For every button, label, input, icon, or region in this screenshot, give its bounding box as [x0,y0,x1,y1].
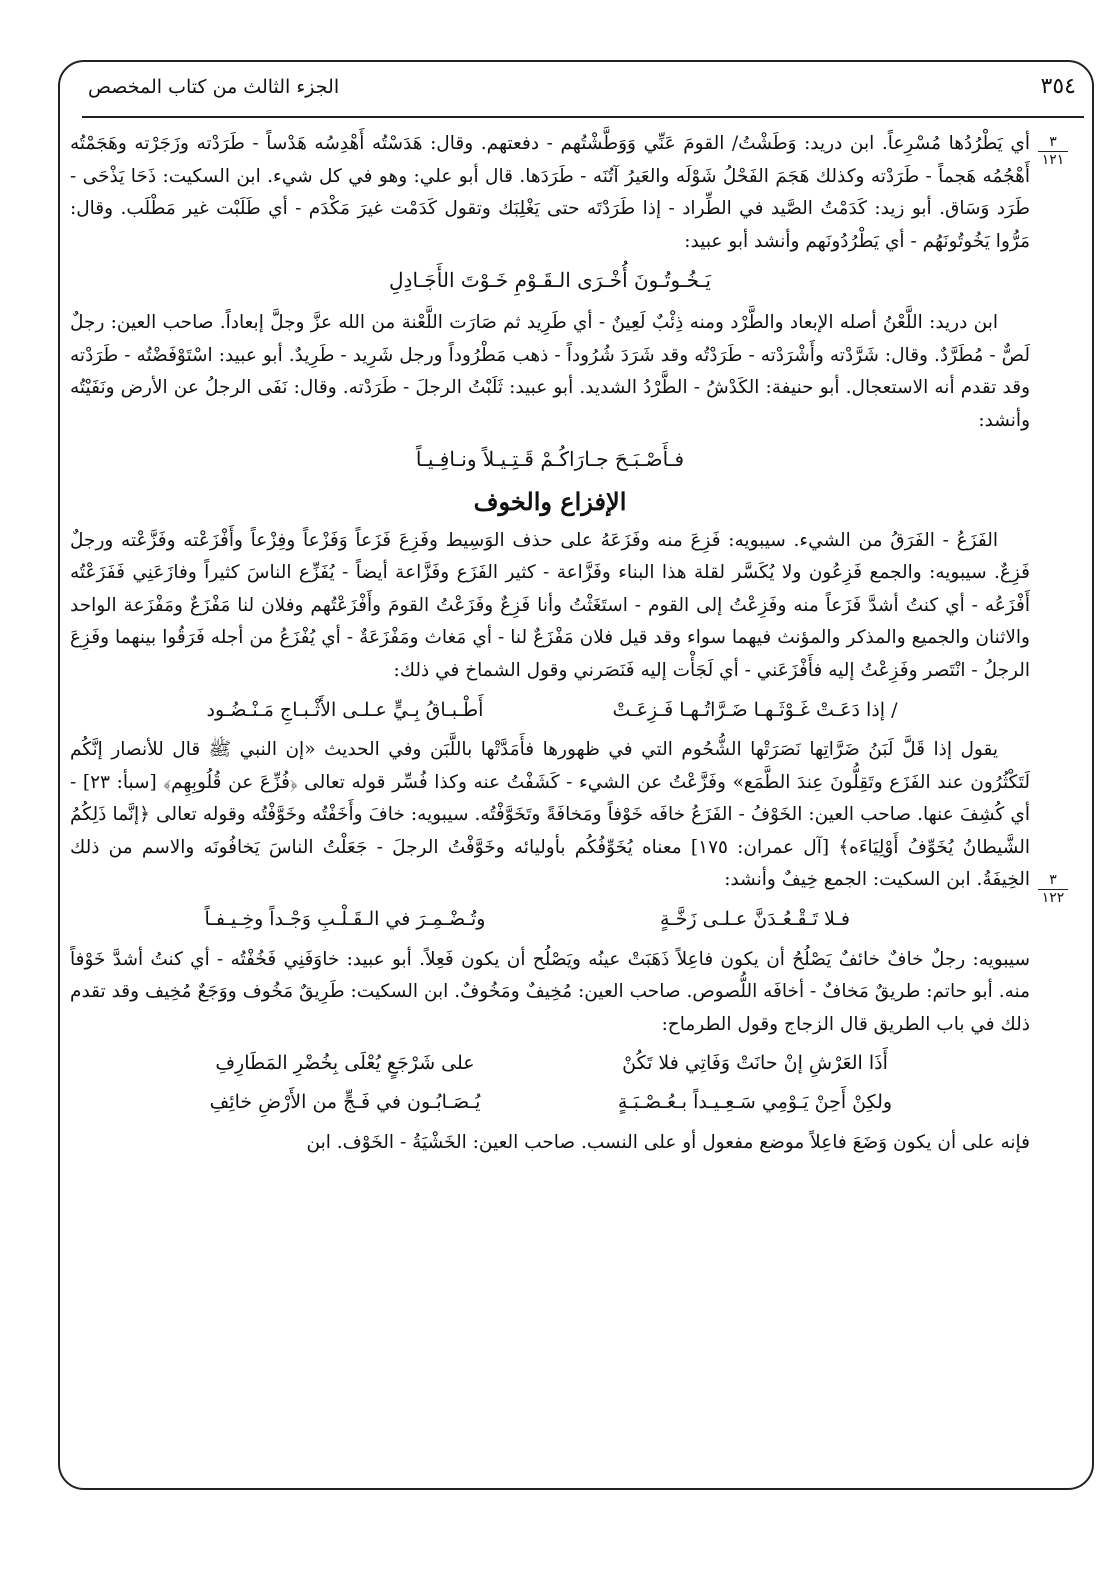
margin-reference [1038,872,1068,907]
margin-volume: ٣ [1038,134,1068,152]
verse-hemistich: على شَرْجَعٍ يُعْلَى بِخُضْرِ المَطَارِفِ [215,1052,475,1075]
section-heading: الإفزاع والخوف [473,486,627,516]
page-number: ٣٥٤ [1040,74,1076,99]
header-divider [82,116,1084,118]
paragraph: أي يَطْرُدُها مُسْرِعاً. ابن دريد: وَطَشْتُ/ القومَ عَنِّي وَوَطَّشْتُهم - دفعتهم. وقال: هَدَسْتُه أَهْدِسُه هَدْساً - طَرَدْته وزَجَرْته وهَجَمْتُه أَهْجُمُه هَجماً - طَرَدْته وكذلك هَجَمَ الفَحْلُ شَوْلَه والعَيرُ آتُنَه - طَرَدَها. قال أبو علي: وهو في كل شيء. ابن السكيت: ذَحَا يَذْحَى - طَرَد وَسَاق. أبو زيد: كَدَمْتُ الصَّيد في الطِّراد - إذا طَرَدْتَه حتى يَغْلِبَك وتقول كَدَمْت غيرَ مَكْدَم - أي طَلَبْت غير مَطْلَب. وقال: مَرُّوا يَخُوتُونَهُم - أي يَطْرُدُونَهم وأنشد أبو عبيد: [70,133,1030,252]
margin-reference [1038,134,1068,169]
verse-couplet [70,903,1030,936]
paragraph: سيبويه: رجلٌ خافٌ خائفٌ يَصْلُحُ أن يكون فاعِلاً ذَهَبَتْ عينُه ويَصْلُح أن يكون فَعِلاً. أبو عبيد: خاوَفَنِي فَخُفْتُه - أي كنتُ أشدَّ خَوْفاً منه. أبو حاتم: طريقٌ مَخافٌ - أخافَه اللُّصوص. صاحب العين: مُخِيفٌ ومَخُوفٌ. ابن السكيت: طَرِيقٌ مَخُوف ووَجَعٌ مُخِيف وقد تقدم ذلك في باب الطريق قال الزجاج وقول الطرماح: [70,948,1030,1035]
verse: يَـخُـوتُـونَ أُخْـرَى الـقَـوْمِ خَـوْتَ الأَجَـادِلِ [389,268,711,293]
paragraph: يقول إذا قَلَّ لَبَنُ ضَرَّاتِها نَصَرَتْها الشُّحُوم التي في ظهورها فأَمَدَّتْها باللَّبَن وفي الحديث «إن النبي ﷺ قال للأنصار إنَّكُم لَتَكْثُرُون عند الفَزَع وتَقِلُّونَ عِندَ الطَّمَع» وفَزَّعْتُ عن الشيء - كَشَفْتُ عنه وكذا فُسِّر قوله تعالى ﴿فُزِّعَ عن قُلُوبِهِم﴾ [سبأ: ٢٣] - أي كُشِفَ عنها. صاحب العين: الخَوْفُ - الفَزَعُ خافَه خَوْفاً ومَخافَةً وتَخَوَّفْتُه. سيبويه: خافَ وأَخَفْتُه وخَوَّفْتُه وقوله تعالى ﴿إنَّما ذَلِكُمُ الشَّيطانُ يُخَوِّفُ أَوْلِيَاءَه﴾ [آل عمران: ١٧٥] معناه يُخَوِّفُكُم بأوليائه وخَوَّفْتُ الرجلَ - جَعَلْتُ الناسَ يَخافُونَه والاسم من ذلك الخِيفَةُ. ابن السكيت: الجمع خِيفٌ وأنشد: [70,739,1030,891]
verse-couplet [70,1047,1030,1080]
verse: فـأَصْـبَـحَ جـارَاكُـمْ قَـتِـيـلاً ونـافِـيـاً [415,447,685,472]
verse-hemistich: أَذَا العَرْشِ إنْ حانَتْ وَفَاتِي فلا تَكُنْ [622,1052,888,1075]
running-title: الجزء الثالث من كتاب المخصص [88,76,340,98]
margin-page: ١٢١ [1041,152,1065,168]
paragraph: ابن دريد: اللَّعْنُ أصله الإبعاد والطَّرْد ومنه ذِئْبٌ لَعِينٌ - أي طَرِيد ثم صَارَت اللَّعْنة من الله عزَّ وجلَّ إبعاداً. صاحب العين: رجلٌ لَصٌّ - مُطَرَّدٌ. وقال: شَرَّدْته وأَشْرَدْته - طَرَدْتُه وقد شَرَدَ شُرُوداً - ذهب مَطْرُوداً ورجل شَرِيد - طَرِيدٌ. أبو عبيد: اسْتَوْفَضْتُه - طَرَدْته وقد تقدم أنه الاستعجال. أبو حنيفة: الكَدْشُ - الطَّرْدُ الشديد. أبو عبيد: ثَلَبْتُ الرجلَ - طَرَدْته. وقال: نَفَى الرجلُ عن الأرض ونَفَيْتُه وأنشد: [70,311,1030,431]
verse-couplet [70,1086,1030,1119]
verse-hemistich: / إذا دَعَـتْ غَـوْثَـهـا ضَـرَّاتُـهـا فَـزِعَـتْ [612,698,898,721]
verse-hemistich: وتُـضْـمِـرَ في الـقَـلْـبِ وَجْـداً وخِـيـفـاً [204,908,486,931]
main-text [70,128,1030,1159]
paragraph: فإنه على أن يكون وَضَعَ فاعِلاً موضع مفعول أو على النسب. صاحب العين: الخَشْيَةُ - الخَوْف. ابن [306,1131,1030,1153]
paragraph: الفَزَعُ - الفَرَقُ من الشيء. سيبويه: فَزِعَ منه وفَزَعَهُ على حذف الوَسِيط وفَزِعَ فَزَعاً وَفَزْعاً وفِزْعاً وأَفْزَعْته وفَزَّعْته ورجلٌ فَزِعٌ. سيبويه: والجمع فَزِعُون ولا يُكَسَّر لقلة هذا البناء وفَزَّاعة - كثير الفَزَع وفَزَّاعة أيضاً - يُفَزِّع الناسَ كثيراً وفازَعَنِي فَفَزَعْتُه أَفْزَعُه - أي كنتُ أشدَّ فَزَعاً منه وفَزِعْتُ إلى القوم - استَغَثْتُ وأنا فَزِعٌ وفَزَعْتُ القومَ وأَفْزَعْتُهم وفلان لنا مَفْزَعٌ ومَفْزَعة الواحد والاثنان والجميع والمذكر والمؤنث فيهما سواء وقد قيل فلان مَفْزَعٌ لنا - أي مَغاث ومَفْزَعَةٌ - أي يُفْزَعُ من أجله فَرَقُوا بينهما وفَزِعَ الرجلُ - انْتَصر وفَزِعْتُ إليه فأَفْزَعَني - أي لَجَأْت إليه فَنَصَرني وقول الشماخ في ذلك: [70,529,1030,681]
verse-couplet [70,694,1030,727]
verse-hemistich: ولكِنْ أَحِنْ يَـوْمِي سَـعِـيـداً بـعُـصْـبَـةٍ [617,1091,893,1114]
margin-page: ١٢٢ [1041,890,1065,906]
verse-hemistich: فـلا تَـقْـعُـدَنَّ عـلـى زَخَّـةٍ [659,908,851,931]
margin-volume: ٣ [1038,872,1068,890]
verse-hemistich: أَطْـبـاقُ بِـيٍّ عـلـى الأَثْـبـاجِ مَـنْـضُـود [206,698,484,721]
verse-hemistich: يُـصَـابُـون في فَـجٍّ من الأَرْضِ خائِفِ [209,1091,481,1114]
page-header [78,70,1076,114]
